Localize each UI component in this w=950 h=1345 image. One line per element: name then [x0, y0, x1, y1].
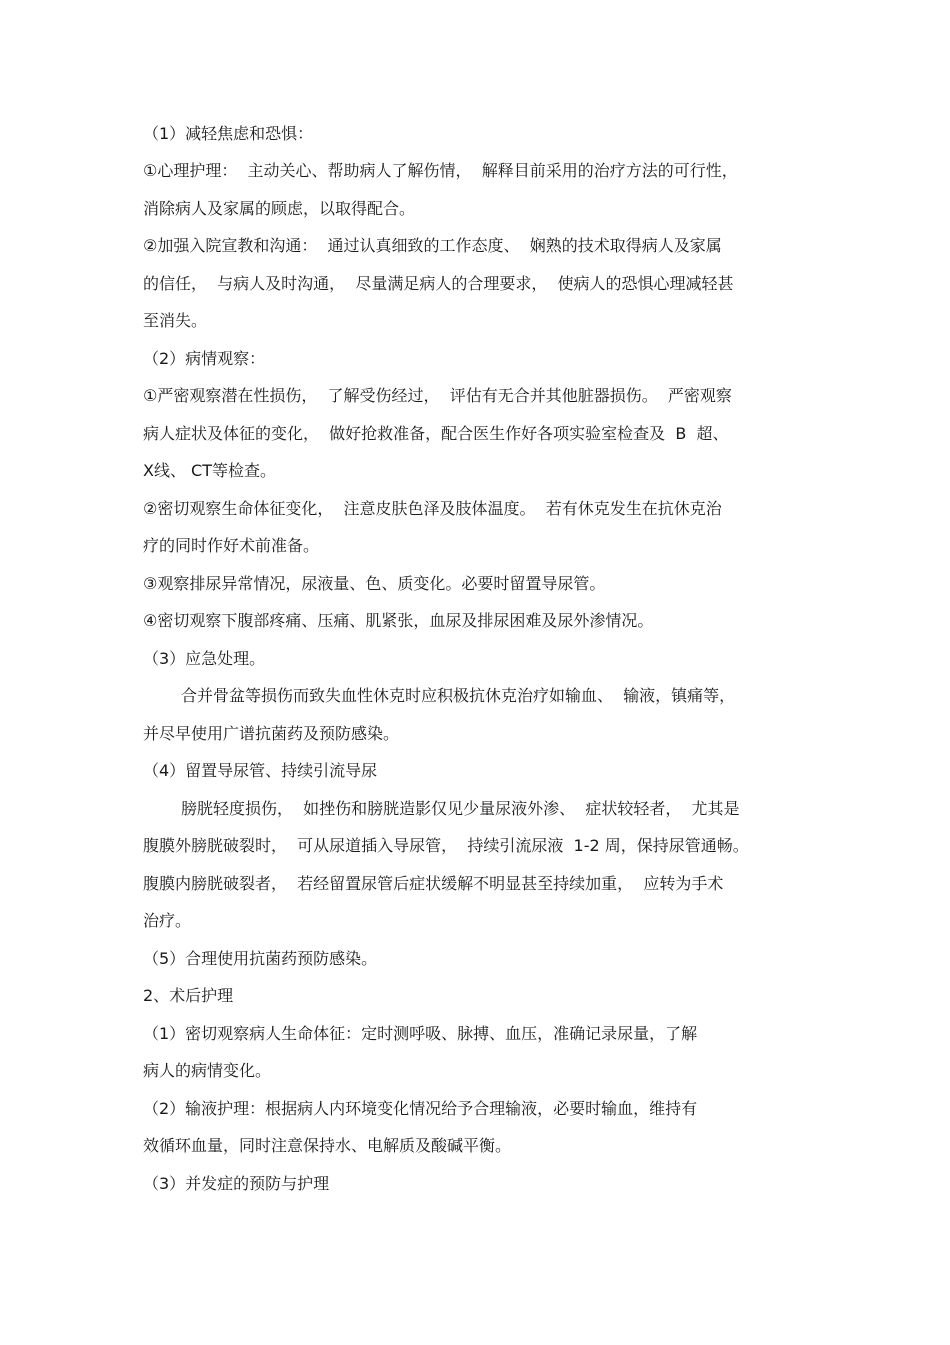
text-line: ①心理护理： 主动关心、帮助病人了解伤情， 解释目前采用的治疗方法的可行性， [143, 161, 738, 180]
text-line: 腹膜外膀胱破裂时， 可从尿道插入导尿管， 持续引流尿液 1-2 周，保持尿管通畅。 [143, 836, 749, 855]
subheading-antibiotics: （5）合理使用抗菌药预防感染。 [143, 949, 378, 968]
text-line: 病人症状及体征的变化， 做好抢救准备，配合医生作好各项实验室检查及 B 超、 [143, 424, 729, 443]
text-line: ③观察排尿异常情况，尿液量、色、质变化。必要时留置导尿管。 [143, 574, 606, 593]
text-line: 的信任， 与病人及时沟通， 尽量满足病人的合理要求， 使病人的恐惧心理减轻甚 [143, 274, 734, 293]
text-line: 消除病人及家属的顾虑，以取得配合。 [143, 199, 416, 218]
text-line: 病人的病情变化。 [143, 1061, 272, 1080]
text-line: 治疗。 [143, 911, 192, 930]
text-line: 膀胱轻度损伤， 如挫伤和膀胱造影仅见少量尿液外渗、 症状较轻者， 尤其是 [181, 799, 740, 818]
text-line: ①严密观察潜在性损伤， 了解受伤经过， 评估有无合并其他脏器损伤。 严密观察 [143, 386, 732, 405]
subheading-complications: （3）并发症的预防与护理 [143, 1174, 330, 1193]
text-line: （2）输液护理：根据病人内环境变化情况给予合理输液，必要时输血，维持有 [143, 1099, 698, 1118]
text-line: 疗的同时作好术前准备。 [143, 536, 320, 555]
text-line: 至消失。 [143, 311, 208, 330]
section-heading-postop: 2、术后护理 [143, 986, 234, 1005]
subheading-catheter: （4）留置导尿管、持续引流导尿 [143, 761, 378, 780]
text-line: X线、 CT等检查。 [143, 461, 276, 480]
subheading-emergency: （3）应急处理。 [143, 649, 266, 668]
text-line: 效循环血量，同时注意保持水、电解质及酸碱平衡。 [143, 1136, 512, 1155]
subheading-observation: （2）病情观察： [143, 349, 266, 368]
text-line: ②加强入院宣教和沟通： 通过认真细致的工作态度、 娴熟的技术取得病人及家属 [143, 236, 722, 255]
text-line: 并尽早使用广谱抗菌药及预防感染。 [143, 724, 400, 743]
text-line: ②密切观察生命体征变化， 注意皮肤色泽及肢体温度。 若有休克发生在抗休克治 [143, 499, 722, 518]
subheading-reduce-anxiety: （1）减轻焦虑和恐惧： [143, 124, 314, 143]
text-line: 合并骨盆等损伤而致失血性休克时应积极抗休克治疗如输血、 输液，镇痛等， [181, 686, 736, 705]
text-line: （1）密切观察病人生命体征：定时测呼吸、脉搏、血压，准确记录尿量，了解 [143, 1024, 698, 1043]
text-line: 腹膜内膀胱破裂者， 若经留置尿管后症状缓解不明显甚至持续加重， 应转为手术 [143, 874, 724, 893]
text-line: ④密切观察下腹部疼痛、压痛、肌紧张，血尿及排尿困难及尿外渗情况。 [143, 611, 654, 630]
